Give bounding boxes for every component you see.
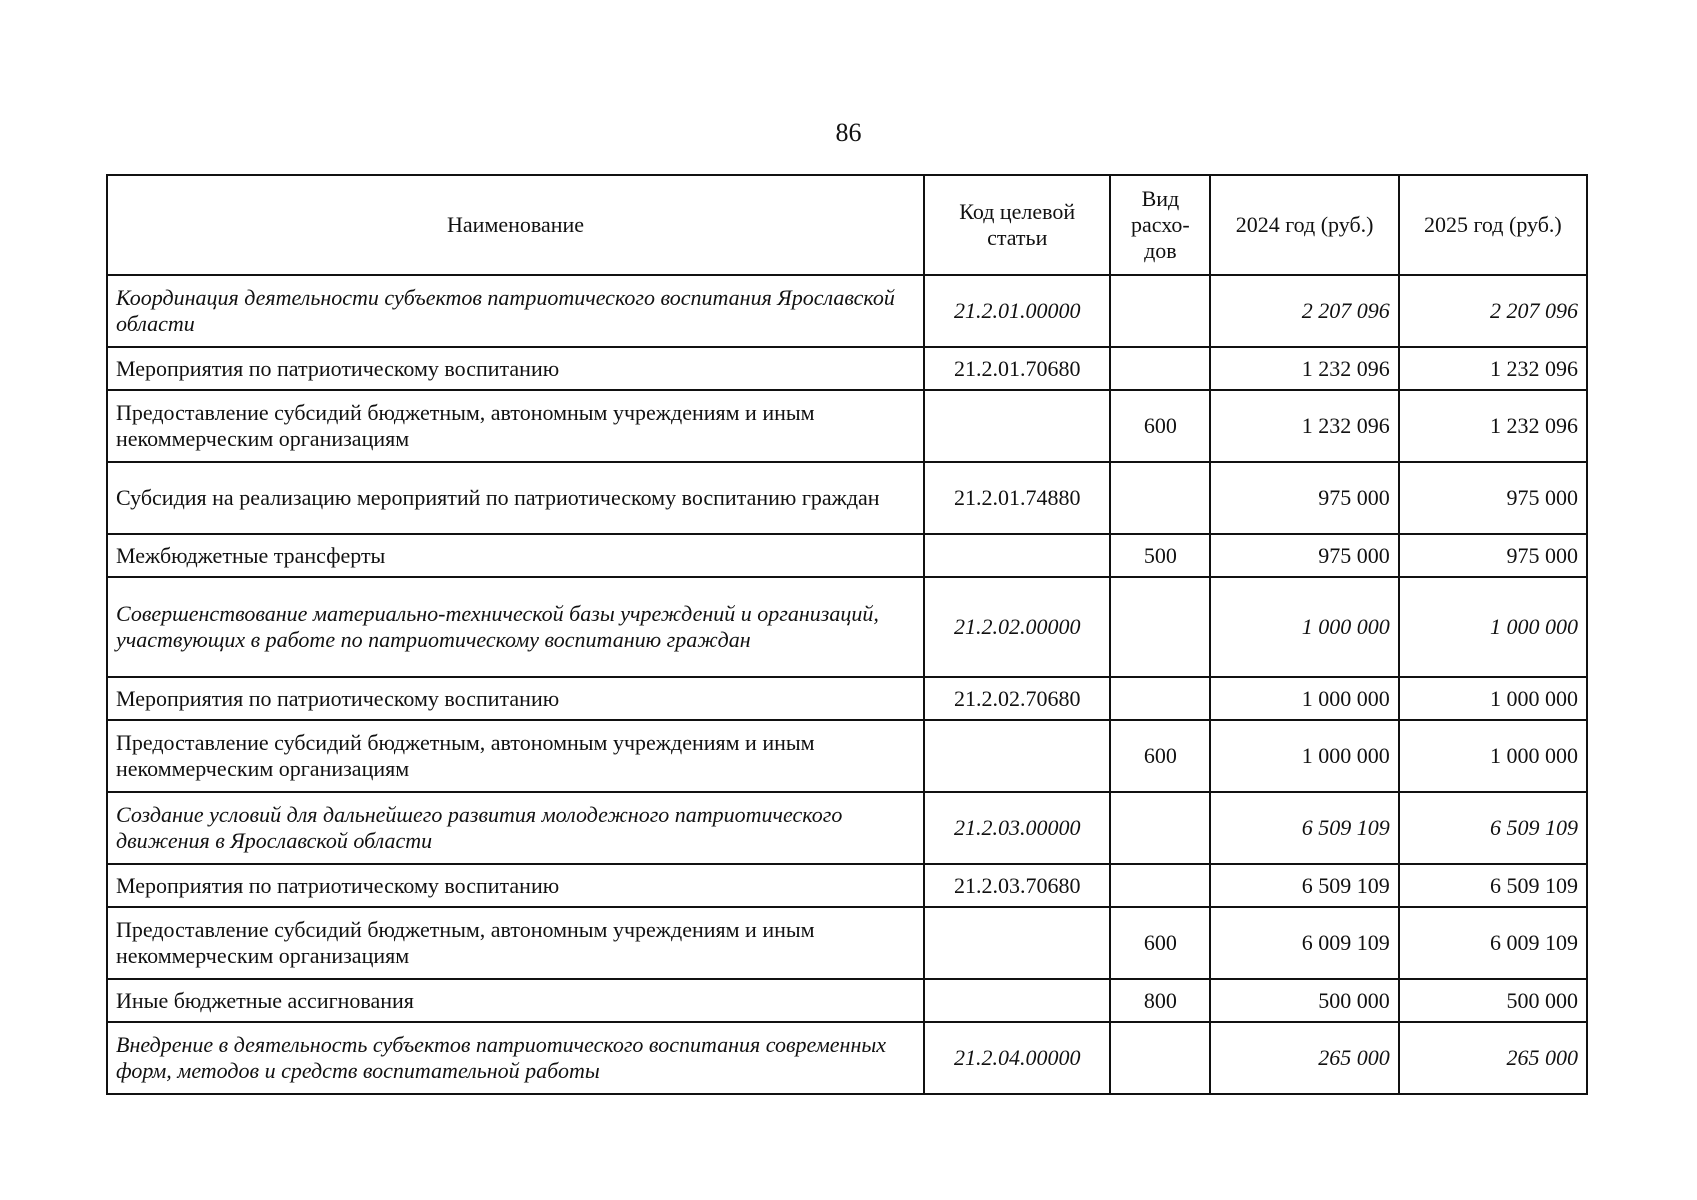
header-year-2025: 2025 год (руб.) bbox=[1399, 175, 1587, 275]
row-name: Предоставление субсидий бюджетным, автономным учреждениям и иным некоммерческим организациям bbox=[107, 390, 924, 462]
row-name: Мероприятия по патриотическому воспитанию bbox=[107, 677, 924, 720]
row-amount-2025: 1 232 096 bbox=[1399, 390, 1587, 462]
row-expense-type: 600 bbox=[1110, 720, 1210, 792]
table-row bbox=[107, 677, 1587, 720]
row-expense-type: 500 bbox=[1110, 534, 1210, 577]
table-row bbox=[107, 534, 1587, 577]
page-number: 86 bbox=[835, 118, 862, 147]
table-row bbox=[107, 792, 1587, 864]
table-header-row bbox=[107, 175, 1587, 275]
row-code bbox=[924, 979, 1110, 1022]
row-expense-type bbox=[1110, 1022, 1210, 1094]
row-amount-2025: 1 000 000 bbox=[1399, 677, 1587, 720]
row-name: Координация деятельности субъектов патриотического воспитания Ярославской области bbox=[107, 275, 924, 347]
row-amount-2024: 6 009 109 bbox=[1210, 907, 1398, 979]
header-expense-type: Вид расхо-дов bbox=[1110, 175, 1210, 275]
row-name: Внедрение в деятельность субъектов патриотического воспитания современных форм, методов и средств воспитательной работы bbox=[107, 1022, 924, 1094]
row-name: Субсидия на реализацию мероприятий по патриотическому воспитанию граждан bbox=[107, 462, 924, 534]
header-year-2024: 2024 год (руб.) bbox=[1210, 175, 1398, 275]
row-amount-2024: 1 000 000 bbox=[1210, 720, 1398, 792]
row-name: Предоставление субсидий бюджетным, автономным учреждениям и иным некоммерческим организациям bbox=[107, 720, 924, 792]
row-code: 21.2.02.00000 bbox=[924, 577, 1110, 677]
row-expense-type: 600 bbox=[1110, 907, 1210, 979]
row-amount-2025: 1 232 096 bbox=[1399, 347, 1587, 390]
table-row bbox=[107, 907, 1587, 979]
row-name: Мероприятия по патриотическому воспитанию bbox=[107, 864, 924, 907]
row-amount-2025: 975 000 bbox=[1399, 462, 1587, 534]
row-code bbox=[924, 720, 1110, 792]
row-amount-2025: 1 000 000 bbox=[1399, 577, 1587, 677]
row-amount-2025: 6 009 109 bbox=[1399, 907, 1587, 979]
row-name: Мероприятия по патриотическому воспитанию bbox=[107, 347, 924, 390]
row-expense-type: 600 bbox=[1110, 390, 1210, 462]
row-amount-2024: 2 207 096 bbox=[1210, 275, 1398, 347]
row-code bbox=[924, 534, 1110, 577]
table-row bbox=[107, 720, 1587, 792]
row-amount-2024: 6 509 109 bbox=[1210, 792, 1398, 864]
row-amount-2024: 6 509 109 bbox=[1210, 864, 1398, 907]
row-code: 21.2.01.70680 bbox=[924, 347, 1110, 390]
table-row bbox=[107, 577, 1587, 677]
table-row bbox=[107, 462, 1587, 534]
row-code: 21.2.02.70680 bbox=[924, 677, 1110, 720]
row-expense-type bbox=[1110, 275, 1210, 347]
row-expense-type bbox=[1110, 677, 1210, 720]
row-code: 21.2.01.74880 bbox=[924, 462, 1110, 534]
row-name: Межбюджетные трансферты bbox=[107, 534, 924, 577]
table-row bbox=[107, 347, 1587, 390]
header-code: Код целевой статьи bbox=[924, 175, 1110, 275]
row-code: 21.2.03.70680 bbox=[924, 864, 1110, 907]
row-amount-2024: 975 000 bbox=[1210, 462, 1398, 534]
table-row bbox=[107, 390, 1587, 462]
row-amount-2025: 975 000 bbox=[1399, 534, 1587, 577]
table-row bbox=[107, 275, 1587, 347]
row-expense-type bbox=[1110, 462, 1210, 534]
header-name: Наименование bbox=[107, 175, 924, 275]
row-amount-2024: 1 232 096 bbox=[1210, 347, 1398, 390]
row-code: 21.2.04.00000 bbox=[924, 1022, 1110, 1094]
row-amount-2024: 1 000 000 bbox=[1210, 677, 1398, 720]
row-amount-2024: 1 000 000 bbox=[1210, 577, 1398, 677]
row-code: 21.2.03.00000 bbox=[924, 792, 1110, 864]
row-amount-2024: 500 000 bbox=[1210, 979, 1398, 1022]
row-amount-2025: 6 509 109 bbox=[1399, 792, 1587, 864]
row-expense-type: 800 bbox=[1110, 979, 1210, 1022]
table-row bbox=[107, 1022, 1587, 1094]
row-code bbox=[924, 390, 1110, 462]
row-name: Предоставление субсидий бюджетным, автономным учреждениям и иным некоммерческим организациям bbox=[107, 907, 924, 979]
row-expense-type bbox=[1110, 864, 1210, 907]
table-row bbox=[107, 864, 1587, 907]
row-amount-2024: 265 000 bbox=[1210, 1022, 1398, 1094]
row-name: Создание условий для дальнейшего развития молодежного патриотического движения в Ярославской области bbox=[107, 792, 924, 864]
row-amount-2025: 1 000 000 bbox=[1399, 720, 1587, 792]
budget-table bbox=[106, 174, 1588, 1095]
table-row bbox=[107, 979, 1587, 1022]
row-name: Совершенствование материально-технической базы учреждений и организаций, участвующих в работе по патриотическому воспитанию граждан bbox=[107, 577, 924, 677]
row-amount-2025: 500 000 bbox=[1399, 979, 1587, 1022]
row-code: 21.2.01.00000 bbox=[924, 275, 1110, 347]
row-name: Иные бюджетные ассигнования bbox=[107, 979, 924, 1022]
row-expense-type bbox=[1110, 577, 1210, 677]
row-amount-2025: 2 207 096 bbox=[1399, 275, 1587, 347]
row-expense-type bbox=[1110, 347, 1210, 390]
row-expense-type bbox=[1110, 792, 1210, 864]
row-amount-2024: 1 232 096 bbox=[1210, 390, 1398, 462]
row-amount-2024: 975 000 bbox=[1210, 534, 1398, 577]
row-amount-2025: 265 000 bbox=[1399, 1022, 1587, 1094]
row-code bbox=[924, 907, 1110, 979]
row-amount-2025: 6 509 109 bbox=[1399, 864, 1587, 907]
